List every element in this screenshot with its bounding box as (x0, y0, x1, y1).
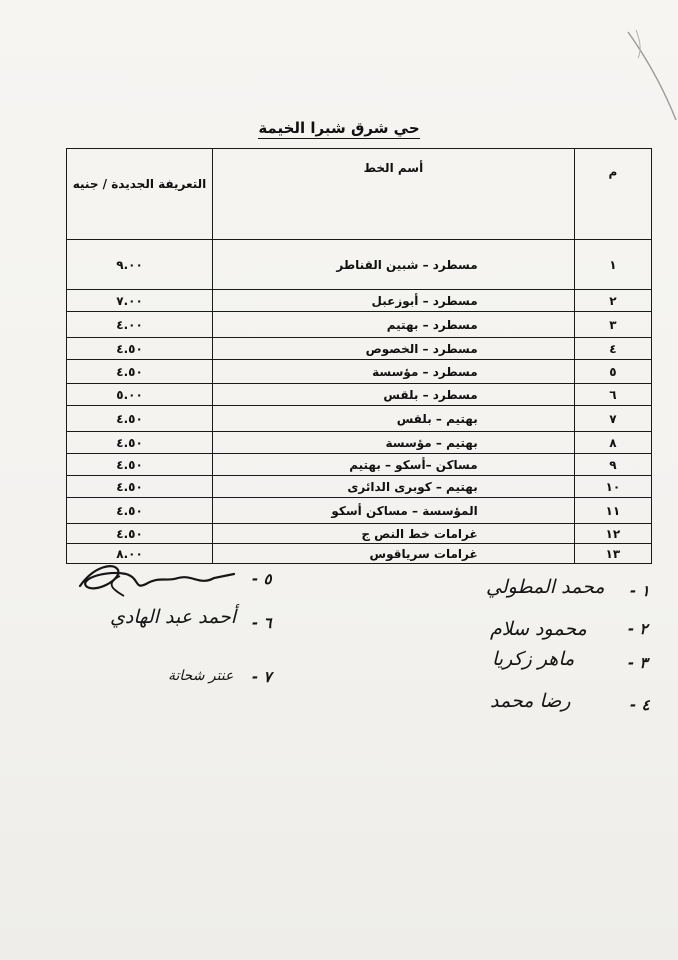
row-fare: ٤.٥٠ (67, 454, 213, 476)
signature-name-7: عنتر شحاتة (168, 668, 234, 684)
row-num: ٣ (574, 312, 651, 338)
row-line-name: بهتيم – بلقس (213, 406, 575, 432)
row-line-name: مسطرد – أبوزعبل (213, 290, 575, 312)
row-fare: ٤.٥٠ (67, 360, 213, 384)
signature-label-1: ١ - (630, 582, 650, 600)
header-line-name: أسم الخط (213, 149, 575, 240)
row-num: ٢ (574, 290, 651, 312)
signature-scribble-5 (74, 556, 242, 606)
row-line-name: مسطرد – بلقس (213, 384, 575, 406)
signature-name-6: أحمد عبد الهادي (110, 606, 237, 628)
row-num: ٧ (574, 406, 651, 432)
row-num: ٩ (574, 454, 651, 476)
row-num: ١ (574, 240, 651, 290)
signature-name-4: رضا محمد (490, 690, 571, 712)
signature-label-5: ٥ - (252, 570, 272, 588)
row-line-name: غرامات خط النص ج (213, 524, 575, 544)
row-line-name: بهتيم – مؤسسة (213, 432, 575, 454)
signature-label-2: ٢ - (628, 620, 648, 638)
row-line-name: غرامات سرياقوس (213, 544, 575, 564)
row-num: ١٣ (574, 544, 651, 564)
row-line-name: مسطرد – الخصوص (213, 338, 575, 360)
row-num: ٨ (574, 432, 651, 454)
header-new-fare: التعريفة الجديدة / جنيه (67, 149, 213, 240)
row-fare: ٨.٠٠ (67, 544, 213, 564)
row-num: ٦ (574, 384, 651, 406)
row-line-name: مسطرد – بهتيم (213, 312, 575, 338)
row-fare: ٤.٥٠ (67, 524, 213, 544)
row-line-name: مسطرد – شبين القناطر (213, 240, 575, 290)
row-num: ٤ (574, 338, 651, 360)
row-num: ١٢ (574, 524, 651, 544)
row-fare: ٤.٥٠ (67, 406, 213, 432)
row-num: ٥ (574, 360, 651, 384)
signature-name-1: محمد المطولي (486, 576, 605, 598)
signature-name-3: ماهر زكريا (492, 648, 575, 670)
row-num: ١١ (574, 498, 651, 524)
document-title-text: حي شرق شبرا الخيمة (258, 119, 420, 137)
row-fare: ٤.٥٠ (67, 432, 213, 454)
signature-name-2: محمود سلام (490, 618, 587, 640)
row-line-name: مساكن –أسكو – بهتيم (213, 454, 575, 476)
signature-label-6: ٦ - (252, 614, 272, 632)
row-line-name: المؤسسة – مساكن أسكو (213, 498, 575, 524)
row-fare: ٧.٠٠ (67, 290, 213, 312)
header-num: م (574, 149, 651, 240)
row-fare: ٤.٥٠ (67, 476, 213, 498)
signature-label-7: ٧ - (252, 668, 272, 686)
row-fare: ٤.٥٠ (67, 338, 213, 360)
row-fare: ٤.٥٠ (67, 498, 213, 524)
row-fare: ٥.٠٠ (67, 384, 213, 406)
row-line-name: مسطرد – مؤسسة (213, 360, 575, 384)
row-fare: ٤.٠٠ (67, 312, 213, 338)
signature-label-4: ٤ - (630, 696, 650, 714)
signature-label-3: ٣ - (628, 654, 648, 672)
row-line-name: بهتيم – كوبرى الدائرى (213, 476, 575, 498)
row-num: ١٠ (574, 476, 651, 498)
row-fare: ٩.٠٠ (67, 240, 213, 290)
